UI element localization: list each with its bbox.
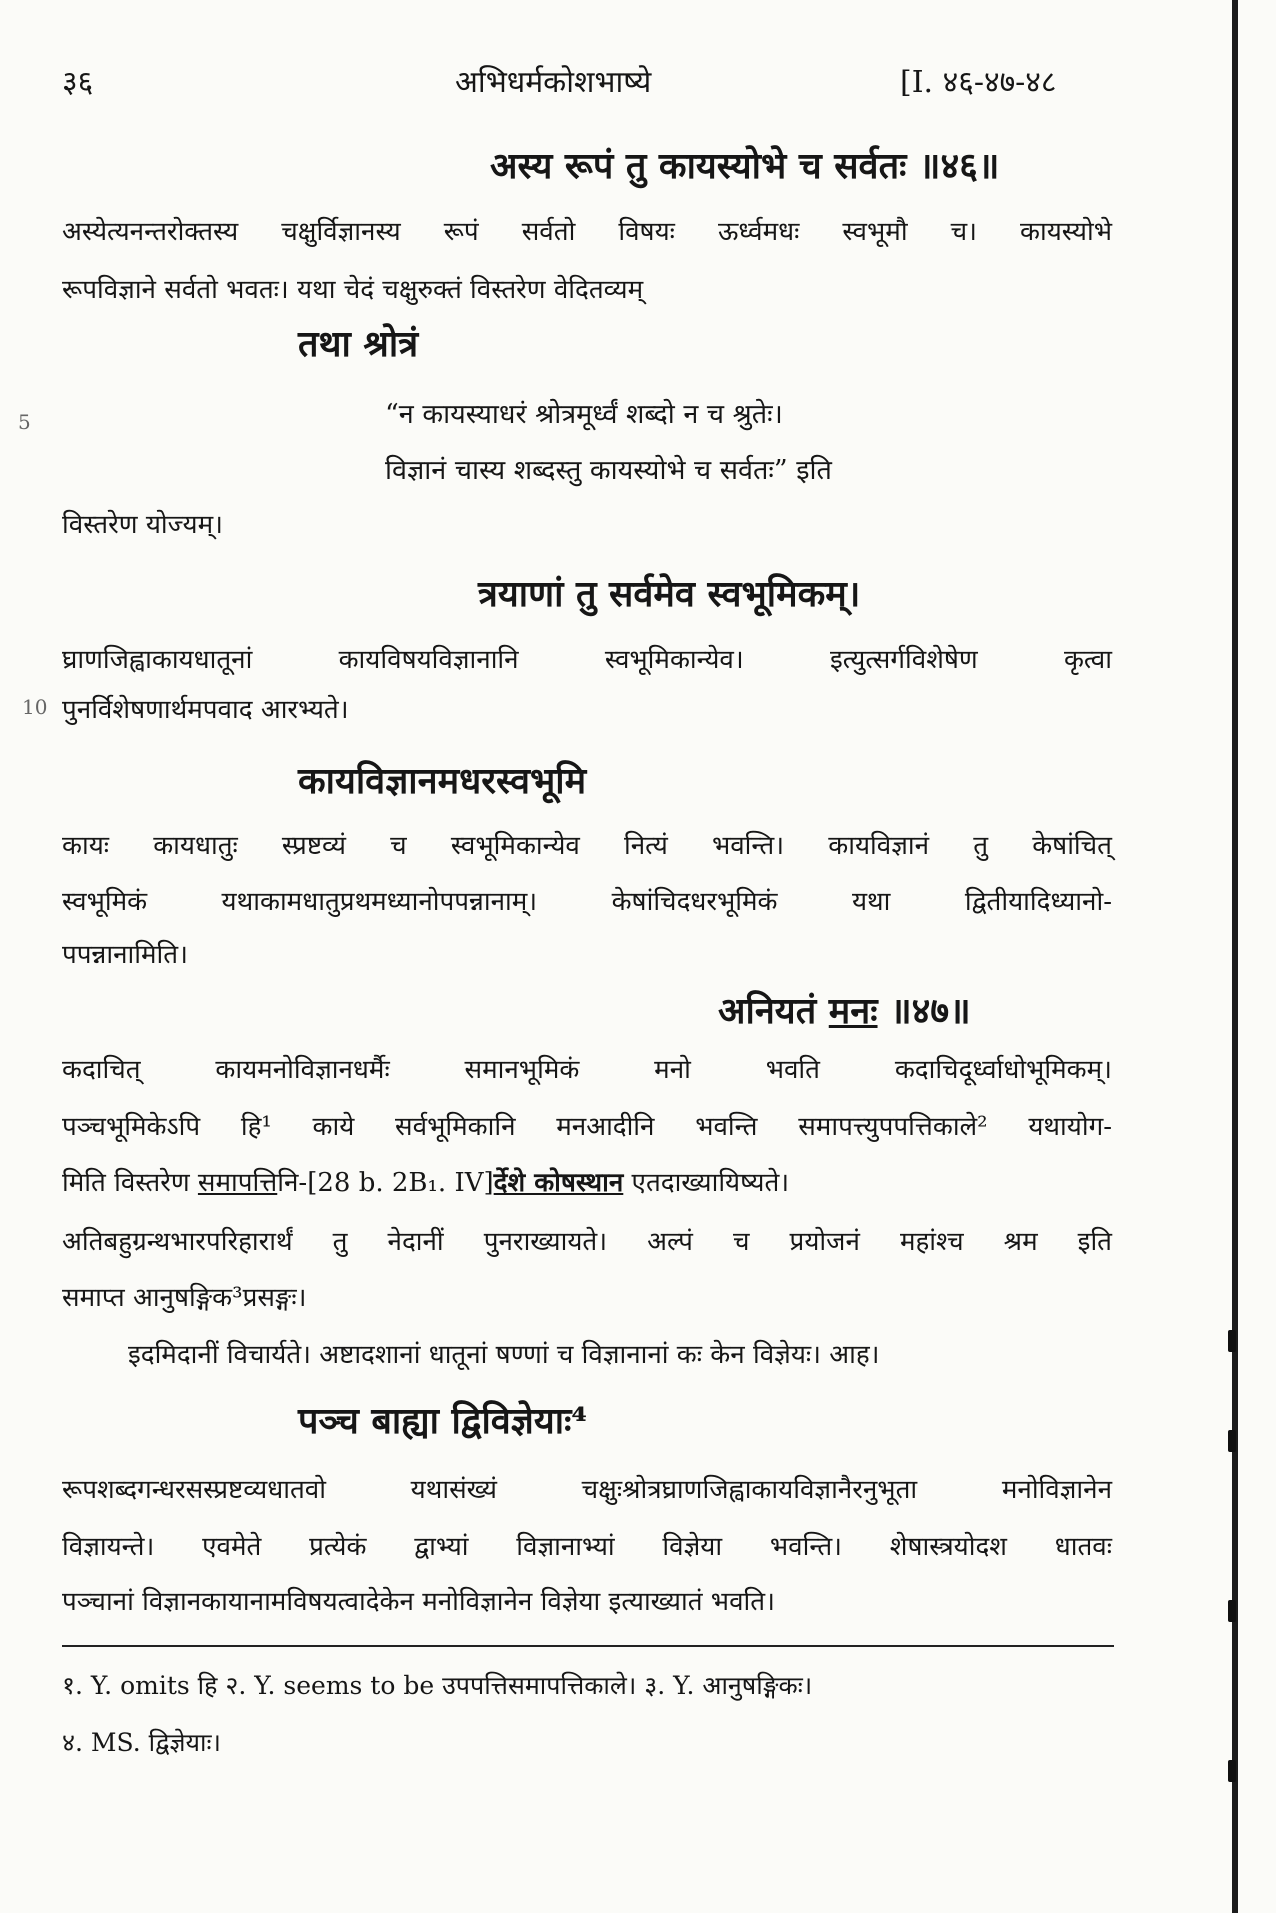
- verse-line: त्रयाणां तु सर्वमेव स्वभूमिकम्।: [478, 573, 861, 615]
- commentary-line: विस्तरेण योज्यम्।: [62, 510, 223, 540]
- commentary-line: पपन्नानामिति।: [62, 940, 188, 970]
- footnote-line: ४. MS. द्विज्ञेयाः।: [62, 1728, 221, 1757]
- quoted-verse-line: विज्ञानं चास्य शब्दस्तु कायस्योभे च सर्वतः” इति: [385, 455, 832, 486]
- commentary-line: [62, 1163, 789, 1199]
- verse-48: पञ्च बाह्या द्विविज्ञेयाः⁴: [298, 1400, 588, 1442]
- commentary-line: अतिबहुग्रन्थभारपरिहारार्थं तु नेदानीं पुनराख्यायते। अल्पं च प्रयोजनं महांश्च श्रम इति: [62, 1227, 1112, 1257]
- verse-46: अस्य रूपं तु कायस्योभे च सर्वतः ॥४६॥: [490, 145, 1000, 187]
- commentary-line: पुनर्विशेषणार्थमपवाद आरभ्यते।: [62, 695, 349, 725]
- footnote-divider: [62, 1645, 1114, 1647]
- commentary-line: समाप्त आनुषङ्गिक³प्रसङ्गः।: [62, 1283, 307, 1313]
- scan-speck: [1228, 1430, 1236, 1452]
- quoted-verse-line: “न कायस्याधरं श्रोत्रमूर्ध्वं शब्दो न च श्रुतेः।: [385, 399, 783, 430]
- footnote-line: १. Y. omits हि २. Y. seems to be उपपत्तिसमापत्तिकाले। ३. Y. आनुषङ्गिकः।: [62, 1671, 813, 1700]
- scan-speck: [1228, 1330, 1236, 1352]
- commentary-line: पञ्चभूमिकेऽपि हि¹ काये सर्वभूमिकानि मनआदीनि भवन्ति समापत्त्युपपत्तिकाले² यथायोग-: [62, 1112, 1112, 1142]
- scan-speck: [1228, 1760, 1236, 1782]
- text-run: एतदाख्यायिष्यते।: [623, 1168, 790, 1198]
- verse-47: [718, 985, 971, 1034]
- commentary-line: इदमिदानीं विचार्यते। अष्टादशानां धातूनां षण्णां च विज्ञानानां कः केन विज्ञेयः। आह।: [128, 1340, 880, 1370]
- commentary-line: रूपशब्दगन्धरसस्प्रष्टव्यधातवो यथासंख्यं चक्षुःश्रोत्रघ्राणजिह्वाकायविज्ञानैरनुभूता मनोविज्ञानेन: [62, 1475, 1112, 1505]
- text-run: मिति विस्तरेण: [62, 1168, 198, 1198]
- verse-47-underlined-word: मनः: [828, 990, 878, 1032]
- verse-line: कायविज्ञानमधरस्वभूमि: [298, 760, 587, 802]
- commentary-line: कायः कायधातुः स्प्रष्टव्यं च स्वभूमिकान्येव नित्यं भवन्ति। कायविज्ञानं तु केषांचित्: [62, 831, 1112, 861]
- sub-heading: तथा श्रोत्रं: [298, 323, 419, 365]
- commentary-line: स्वभूमिकं यथाकामधातुप्रथमध्यानोपपन्नानाम्। केषांचिदधरभूमिकं यथा द्वितीयादिध्यानो-: [62, 887, 1112, 917]
- margin-line-number: 5: [18, 410, 31, 434]
- manuscript-reference: नि-[28 b. 2B₁. IV]: [277, 1168, 494, 1198]
- commentary-line: विज्ञायन्ते। एवमेते प्रत्येकं द्वाभ्यां विज्ञानाभ्यां विज्ञेया भवन्ति। शेषास्त्रयोदश धातवः: [62, 1532, 1112, 1562]
- underlined-bold-text: र्देशे कोषस्थान: [493, 1168, 624, 1198]
- page-number: ३६: [62, 65, 94, 100]
- commentary-line: अस्येत्यनन्तरोक्तस्य चक्षुर्विज्ञानस्य रूपं सर्वतो विषयः ऊर्ध्वमधः स्वभूमौ च। कायस्योभे: [62, 217, 1112, 247]
- margin-line-number: 10: [22, 695, 48, 719]
- underlined-text: समापत्ति: [197, 1168, 278, 1198]
- verse-47-part: अनियतं: [718, 990, 829, 1032]
- running-title: अभिधर्मकोशभाष्ये: [455, 65, 652, 100]
- commentary-line: रूपविज्ञाने सर्वतो भवतः। यथा चेदं चक्षुरुक्तं विस्तरेण वेदितव्यम्: [62, 275, 644, 305]
- commentary-line: घ्राणजिह्वाकायधातूनां कायविषयविज्ञानानि स्वभूमिकान्येव। इत्युत्सर्गविशेषेण कृत्वा: [62, 645, 1112, 675]
- verse-47-number: ॥४७॥: [877, 990, 971, 1032]
- commentary-line: पञ्चानां विज्ञानकायानामविषयत्वादेकेन मनोविज्ञानेन विज्ञेया इत्याख्यातं भवति।: [62, 1587, 775, 1617]
- verse-range: [I. ४६-४७-४८: [900, 65, 1057, 100]
- commentary-line: कदाचित् कायमनोविज्ञानधर्मैः समानभूमिकं मनो भवति कदाचिदूर्ध्वाधोभूमिकम्।: [62, 1055, 1112, 1085]
- page-edge-shadow: [1232, 0, 1238, 1913]
- scan-speck: [1228, 1600, 1236, 1622]
